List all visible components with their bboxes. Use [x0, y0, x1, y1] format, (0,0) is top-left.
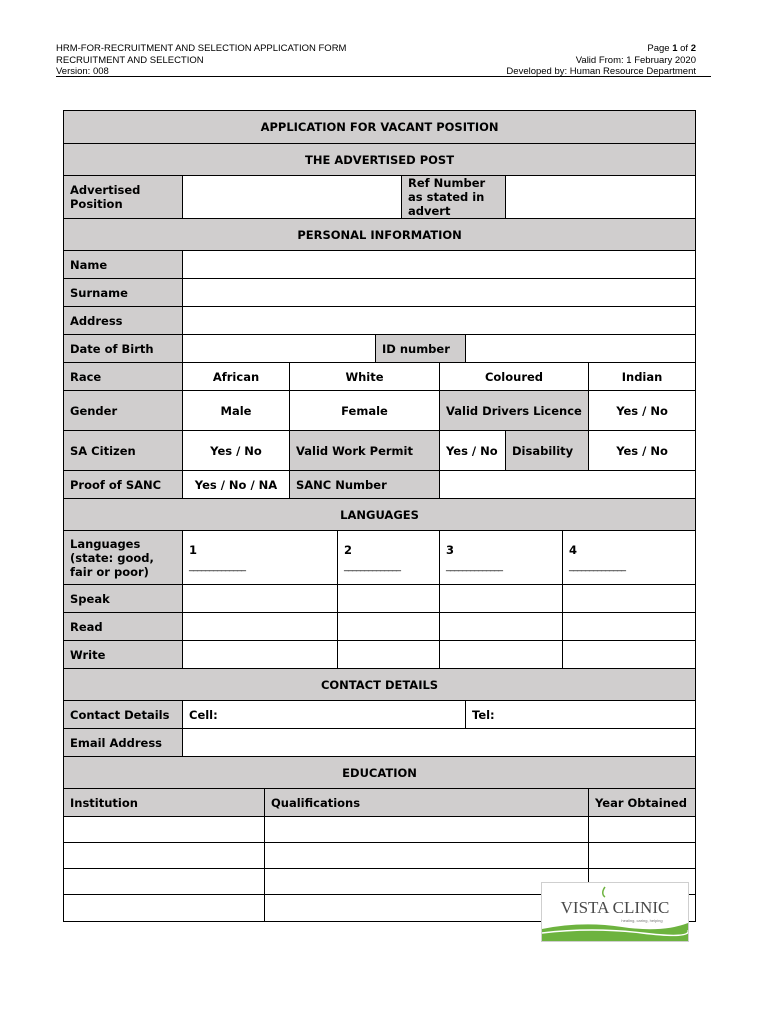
- race-option-indian[interactable]: Indian: [589, 363, 696, 391]
- language-4-blank: ______________: [569, 561, 625, 572]
- name-label: Name: [64, 251, 183, 279]
- gender-label: Gender: [64, 391, 183, 431]
- read-2-field[interactable]: [338, 613, 440, 641]
- race-option-coloured[interactable]: Coloured: [440, 363, 589, 391]
- speak-2-field[interactable]: [338, 585, 440, 613]
- institution-field[interactable]: [64, 843, 265, 869]
- email-field[interactable]: [183, 729, 696, 757]
- logo-wordmark: VISTA CLINIC: [560, 898, 670, 917]
- disability-choice[interactable]: Yes / No: [589, 431, 696, 471]
- institution-field[interactable]: [64, 817, 265, 843]
- cell-field[interactable]: Cell:: [183, 701, 466, 729]
- write-4-field[interactable]: [563, 641, 696, 669]
- section-personal-information: PERSONAL INFORMATION: [64, 219, 696, 251]
- qualifications-field[interactable]: [265, 895, 589, 922]
- gender-option-male[interactable]: Male: [183, 391, 290, 431]
- write-3-field[interactable]: [440, 641, 563, 669]
- race-option-white[interactable]: White: [290, 363, 440, 391]
- institution-field[interactable]: [64, 869, 265, 895]
- section-education: EDUCATION: [64, 757, 696, 789]
- header-form-title: HRM-FOR-RECRUITMENT AND SELECTION APPLICATION FORM: [56, 43, 347, 54]
- vista-clinic-logo: [541, 882, 689, 942]
- qualifications-field[interactable]: [265, 843, 589, 869]
- write-label: Write: [64, 641, 183, 669]
- email-label: Email Address: [64, 729, 183, 757]
- section-advertised-post: THE ADVERTISED POST: [64, 144, 696, 176]
- address-field[interactable]: [183, 307, 696, 335]
- sanc-proof-choice[interactable]: Yes / No / NA: [183, 471, 290, 499]
- sa-citizen-choice[interactable]: Yes / No: [183, 431, 290, 471]
- language-4-number: 4: [569, 543, 578, 557]
- language-1-number: 1: [189, 543, 198, 557]
- id-number-field[interactable]: [466, 335, 696, 363]
- read-4-field[interactable]: [563, 613, 696, 641]
- dob-field[interactable]: [183, 335, 376, 363]
- institution-field[interactable]: [64, 895, 265, 922]
- page-prefix: Page: [647, 43, 673, 54]
- id-number-label: ID number: [376, 335, 466, 363]
- disability-label: Disability: [506, 431, 589, 471]
- race-option-african[interactable]: African: [183, 363, 290, 391]
- advertised-position-label: Advertised Position: [64, 176, 183, 219]
- header-version: Version: 008: [56, 66, 109, 77]
- read-3-field[interactable]: [440, 613, 563, 641]
- header-divider: [56, 76, 711, 77]
- page-total: 2: [690, 43, 696, 54]
- gender-option-female[interactable]: Female: [290, 391, 440, 431]
- sanc-number-label: SANC Number: [290, 471, 440, 499]
- surname-label: Surname: [64, 279, 183, 307]
- page-of: of: [677, 43, 691, 54]
- header-department: RECRUITMENT AND SELECTION: [56, 54, 204, 66]
- ref-number-field[interactable]: [506, 176, 696, 219]
- dob-label: Date of Birth: [64, 335, 183, 363]
- write-1-field[interactable]: [183, 641, 338, 669]
- read-1-field[interactable]: [183, 613, 338, 641]
- logo-tagline: healing, caring, helping: [621, 918, 663, 923]
- contact-details-label: Contact Details: [64, 701, 183, 729]
- language-1-field[interactable]: [183, 531, 338, 585]
- institution-header: Institution: [64, 789, 265, 817]
- year-obtained-header: Year Obtained: [589, 789, 696, 817]
- qualifications-field[interactable]: [265, 817, 589, 843]
- speak-1-field[interactable]: [183, 585, 338, 613]
- drivers-licence-choice[interactable]: Yes / No: [589, 391, 696, 431]
- document-header-left: [56, 43, 346, 78]
- year-field[interactable]: [589, 843, 696, 869]
- valid-from: Valid From: 1 February 2020: [575, 54, 696, 66]
- speak-3-field[interactable]: [440, 585, 563, 613]
- page-indicator: [506, 43, 696, 55]
- languages-label: Languages (state: good, fair or poor): [64, 531, 183, 585]
- drivers-licence-label: Valid Drivers Licence: [440, 391, 589, 431]
- application-form-table: [63, 110, 696, 922]
- logo-graphic: [542, 883, 688, 941]
- work-permit-choice[interactable]: Yes / No: [440, 431, 506, 471]
- document-header-right: [506, 43, 696, 78]
- address-label: Address: [64, 307, 183, 335]
- qualifications-header: Qualifications: [265, 789, 589, 817]
- read-label: Read: [64, 613, 183, 641]
- speak-4-field[interactable]: [563, 585, 696, 613]
- race-label: Race: [64, 363, 183, 391]
- page-number: 1: [672, 43, 678, 54]
- speak-label: Speak: [64, 585, 183, 613]
- qualifications-field[interactable]: [265, 869, 589, 895]
- sanc-number-field[interactable]: [440, 471, 696, 499]
- sa-citizen-label: SA Citizen: [64, 431, 183, 471]
- language-3-blank: ______________: [446, 561, 502, 572]
- language-2-field[interactable]: [338, 531, 440, 585]
- form-title: APPLICATION FOR VACANT POSITION: [64, 111, 696, 144]
- logo-leaf-icon: [603, 887, 605, 897]
- language-4-field[interactable]: [563, 531, 696, 585]
- sanc-proof-label: Proof of SANC: [64, 471, 183, 499]
- section-contact-details: CONTACT DETAILS: [64, 669, 696, 701]
- language-3-field[interactable]: [440, 531, 563, 585]
- language-3-number: 3: [446, 543, 455, 557]
- developed-by: Developed by: Human Resource Department: [506, 66, 696, 77]
- tel-field[interactable]: Tel:: [466, 701, 696, 729]
- ref-number-label: Ref Number as stated in advert: [402, 176, 506, 219]
- write-2-field[interactable]: [338, 641, 440, 669]
- advertised-position-field[interactable]: [183, 176, 402, 219]
- language-2-number: 2: [344, 543, 353, 557]
- language-2-blank: ______________: [344, 561, 400, 572]
- section-languages: LANGUAGES: [64, 499, 696, 531]
- language-1-blank: ______________: [189, 561, 245, 572]
- logo-green-wave: [542, 923, 688, 941]
- year-field[interactable]: [589, 817, 696, 843]
- name-field[interactable]: [183, 251, 696, 279]
- work-permit-label: Valid Work Permit: [290, 431, 440, 471]
- surname-field[interactable]: [183, 279, 696, 307]
